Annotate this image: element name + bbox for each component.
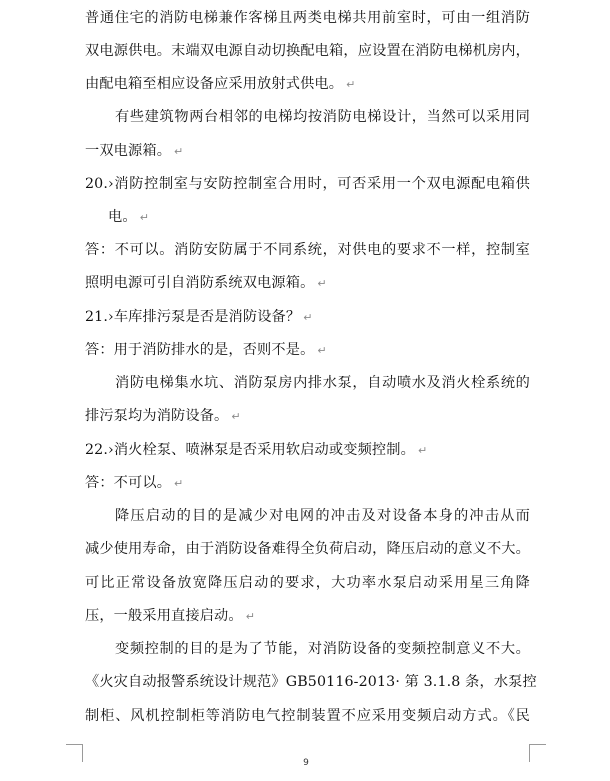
- paragraph-mark-icon: ↵: [346, 78, 356, 91]
- paragraph-mark-icon: ↵: [317, 277, 327, 290]
- text-line: 可比正常设备放宽降压启动的要求，大功率水泵启动采用星三角降: [85, 575, 530, 591]
- paragraph-mark-icon: ↵: [317, 344, 327, 357]
- text-line: 20.›消防控制室与安防控制室合用时，可否采用一个双电源配电箱供: [85, 176, 530, 192]
- text-line: 有些建筑物两台相邻的电梯均按消防电梯设计，当然可以采用同: [115, 109, 530, 125]
- text-line: 减少使用寿命，由于消防设备难得全负荷启动，降压启动的意义不大。: [85, 541, 530, 557]
- text-line: 压，一般采用直接启动。 ↵: [85, 608, 256, 624]
- text-line: 一双电源箱。 ↵: [85, 143, 184, 159]
- paragraph-mark-icon: ↵: [417, 444, 428, 457]
- text-line: 照明电源可引自消防系统双电源箱。 ↵: [85, 275, 327, 291]
- text-line: 变频控制的目的是为了节能，对消防设备的变频控制意义不大。: [115, 641, 530, 657]
- text-line: 22.›消火栓泵、喷淋泵是否采用软启动或变频控制。 ↵: [85, 442, 428, 458]
- paragraph-mark-icon: ↵: [174, 477, 184, 490]
- text-line: 电。 ↵: [108, 209, 150, 225]
- paragraph-mark-icon: ↵: [231, 410, 241, 423]
- text-line: 排污泵均为消防设备。 ↵: [85, 408, 241, 424]
- page-number: 9: [303, 758, 309, 768]
- text-line: 由配电箱至相应设备应采用放射式供电。 ↵: [85, 76, 356, 92]
- text-line: 普通住宅的消防电梯兼作客梯且两类电梯共用前室时，可由一组消防: [85, 10, 530, 26]
- text-line: 答：不可以。 ↵: [85, 475, 184, 491]
- text-line: 答：不可以。消防安防属于不同系统，对供电的要求不一样，控制室: [85, 242, 530, 258]
- paragraph-mark-icon: ↵: [245, 610, 256, 623]
- text-line: 《火灾自动报警系统设计规范》GB50116-2013· 第 3.1.8 条，水泵控: [85, 674, 537, 690]
- text-line: 答：用于消防排水的是，否则不是。 ↵: [85, 342, 327, 358]
- text-line: 消防电梯集水坑、消防泵房内排水泵，自动喷水及消火栓系统的: [115, 375, 530, 391]
- text-line: 21.›车库排污泵是否是消防设备？ ↵: [85, 309, 313, 325]
- text-line: 制柜、风机控制柜等消防电气控制装置不应采用变频启动方式。《民: [85, 708, 530, 724]
- text-line: 降压启动的目的是减少对电网的冲击及对设备本身的冲击从而: [115, 508, 530, 524]
- paragraph-mark-icon: ↵: [139, 211, 150, 224]
- paragraph-mark-icon: ↵: [303, 311, 313, 324]
- text-line: 双电源供电。末端双电源自动切换配电箱，应设置在消防电梯机房内，: [85, 43, 530, 59]
- paragraph-mark-icon: ↵: [174, 145, 184, 158]
